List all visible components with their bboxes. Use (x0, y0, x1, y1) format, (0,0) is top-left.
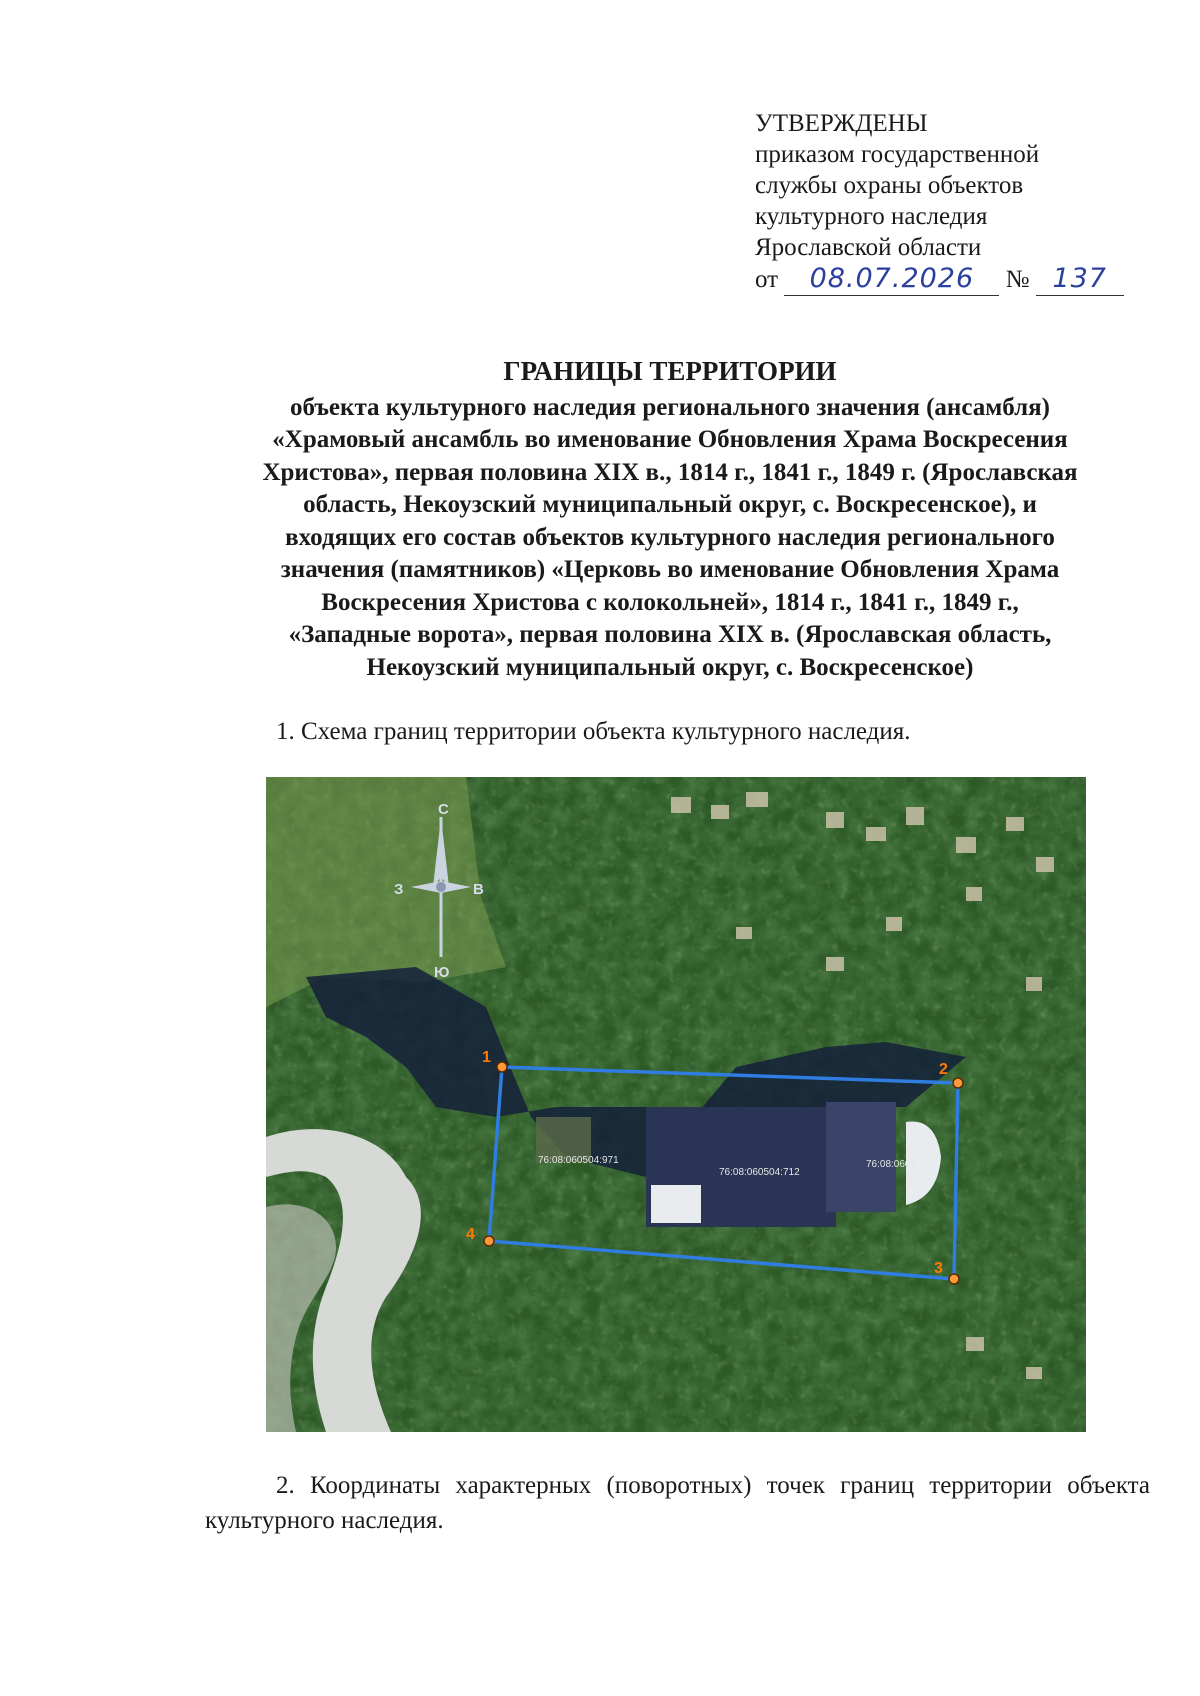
title-line: Воскресения Христова с колокольней», 1814 г., 1841 г., 1849 г., (321, 588, 1019, 616)
map-svg (266, 777, 1086, 1432)
handwritten-number: 137 (1052, 263, 1107, 294)
section-1-heading: 1. Схема границ территории объекта культурного наследия. (276, 718, 911, 745)
approval-block (755, 108, 1155, 296)
boundary-point-label: 2 (939, 1061, 948, 1078)
boundary-point-marker (953, 1078, 963, 1088)
approval-line: приказом государственной (755, 141, 1040, 168)
approval-line: культурного наследия (755, 203, 988, 230)
boundary-point-label: 4 (466, 1226, 475, 1243)
title-heading: ГРАНИЦЫ ТЕРРИТОРИИ (503, 356, 837, 386)
title-line: входящих его состав объектов культурного наследия регионального (285, 523, 1055, 551)
boundary-point-label: 3 (934, 1260, 943, 1277)
title-line: «Храмовый ансамбль во именование Обновления Храма Воскресения (272, 426, 1068, 453)
boundary-map (266, 777, 1086, 1432)
document-title (180, 355, 1160, 684)
title-line: область, Некоузский муниципальный округ, с. Воскресенское), и (303, 491, 1037, 518)
compass-north: С (438, 801, 449, 818)
approval-line: Ярославской области (755, 234, 982, 261)
title-line: объекта культурного наследия регионального значения (ансамбля) (289, 393, 1051, 421)
date-field (784, 263, 999, 296)
approval-heading: УТВЕРЖДЕНЫ (755, 110, 928, 137)
parcel-label: 76:08:0605 (866, 1159, 917, 1170)
compass-south: Ю (434, 964, 450, 981)
approval-line: службы охраны объектов (755, 172, 1024, 199)
boundary-point-marker (497, 1062, 507, 1072)
boundary-point-label: 1 (482, 1049, 491, 1066)
compass-west: З (394, 881, 404, 898)
compass-east: В (473, 881, 484, 898)
title-line: Некоузский муниципальный округ, с. Воскресенское) (366, 653, 974, 681)
boundary-point-marker (484, 1236, 494, 1246)
number-prefix: № (1005, 266, 1030, 293)
date-prefix: от (755, 266, 779, 293)
parcel-label: 76:08:060504:712 (719, 1167, 800, 1178)
handwritten-date: 08.07.2026 (809, 263, 975, 294)
title-line: «Западные ворота», первая половина XIX в. (Ярославская область, (288, 621, 1052, 648)
title-line: Христова», первая половина XIX в., 1814 г., 1841 г., 1849 г. (Ярославская (262, 458, 1078, 486)
number-field (1036, 263, 1124, 296)
approval-date-line (755, 263, 1155, 296)
parcel-label: 76:08:060504:971 (538, 1155, 619, 1166)
boundary-point-marker (949, 1274, 959, 1284)
section-2-heading: 2. Координаты характерных (поворотных) точек границ территории объекта культурного наследия. (205, 1472, 1150, 1534)
title-line: значения (памятников) «Церковь во именование Обновления Храма (280, 556, 1060, 583)
